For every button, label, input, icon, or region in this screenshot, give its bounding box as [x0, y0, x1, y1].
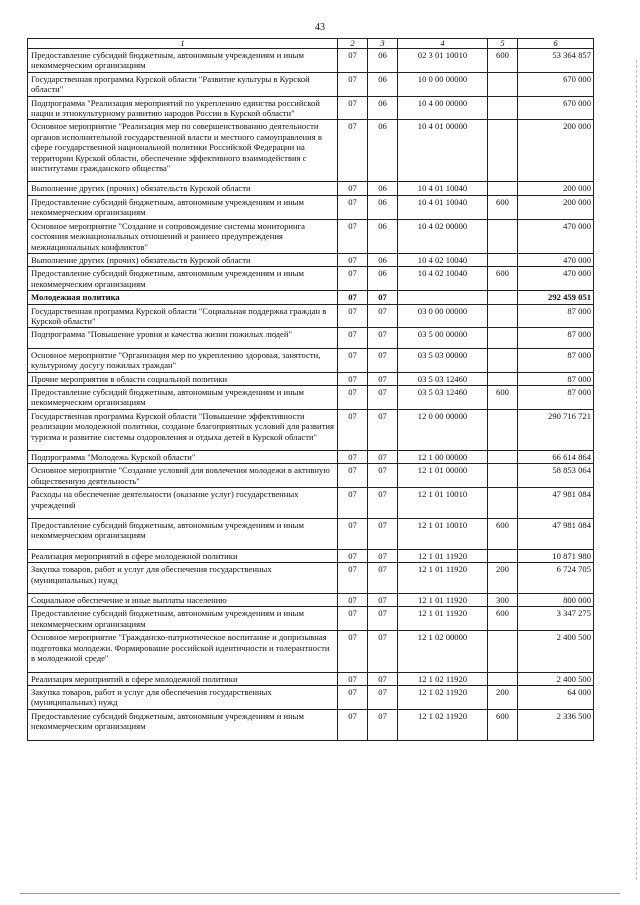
row-expense-type-cell: [488, 219, 518, 253]
row-name-cell: Предоставление субсидий бюджетным, автономным учреждениям и иным некоммерческим организациям: [28, 195, 338, 219]
row-target-article-cell: 03 5 00 00000: [398, 328, 488, 348]
row-section-cell: 07: [338, 488, 368, 519]
row-amount-cell: 2 400 500: [518, 672, 594, 685]
row-amount-cell: 66 614 864: [518, 451, 594, 464]
row-target-article-cell: 12 1 01 11920: [398, 549, 488, 562]
table-row: [28, 594, 594, 607]
row-name-cell: Закупка товаров, работ и услуг для обеспечения государственных (муниципальных) нужд: [28, 685, 338, 709]
row-subsection-cell: 07: [368, 385, 398, 409]
row-amount-cell: 290 716 721: [518, 409, 594, 450]
row-expense-type-cell: [488, 348, 518, 372]
table-row: [28, 195, 594, 219]
row-subsection-cell: 06: [368, 49, 398, 73]
row-section-cell: 07: [338, 409, 368, 450]
row-section-cell: 07: [338, 267, 368, 291]
row-amount-cell: 87 000: [518, 372, 594, 385]
table-row: [28, 328, 594, 348]
row-subsection-cell: 06: [368, 219, 398, 253]
row-name-cell: Предоставление субсидий бюджетным, автономным учреждениям и иным некоммерческим организациям: [28, 607, 338, 631]
row-expense-type-cell: [488, 253, 518, 266]
row-subsection-cell: 07: [368, 304, 398, 328]
table-row: [28, 72, 594, 96]
row-section-cell: 07: [338, 631, 368, 672]
row-section-cell: 07: [338, 372, 368, 385]
row-subsection-cell: 07: [368, 563, 398, 594]
row-name-cell: Подпрограмма "Реализация мероприятий по укреплению единства российской нации и этнокультурному развитию народов России в Курской области": [28, 96, 338, 120]
row-section-cell: 07: [338, 72, 368, 96]
row-amount-cell: 292 459 051: [518, 291, 594, 304]
row-expense-type-cell: [488, 120, 518, 182]
row-name-cell: Основное мероприятие "Организация мер по укреплению здоровья, занятости, культурному досугу пожилых граждан": [28, 348, 338, 372]
row-name-cell: Основное мероприятие "Создание условий для вовлечения молодежи в активную общественную деятельность": [28, 464, 338, 488]
row-amount-cell: 87 000: [518, 385, 594, 409]
table-row: [28, 464, 594, 488]
row-section-cell: 07: [338, 96, 368, 120]
row-name-cell: Подпрограмма "Молодежь Курской области": [28, 451, 338, 464]
row-target-article-cell: 12 1 01 00000: [398, 464, 488, 488]
row-subsection-cell: 07: [368, 631, 398, 672]
row-amount-cell: 200 000: [518, 120, 594, 182]
row-subsection-cell: 06: [368, 253, 398, 266]
row-name-cell: Реализация мероприятий в сфере молодежной политики: [28, 672, 338, 685]
row-name-cell: Выполнение других (прочих) обязательств Курской области: [28, 182, 338, 195]
row-name-cell: Выполнение других (прочих) обязательств Курской области: [28, 253, 338, 266]
row-name-cell: Основное мероприятие "Гражданско-патриотическое воспитание и допризывная подготовка молодежи. Формирование российской идентичности и толерантности в молодежной среде": [28, 631, 338, 672]
row-subsection-cell: 07: [368, 607, 398, 631]
row-section-cell: 07: [338, 328, 368, 348]
row-subsection-cell: 06: [368, 96, 398, 120]
row-amount-cell: 47 981 084: [518, 519, 594, 550]
row-section-cell: 07: [338, 49, 368, 73]
row-subsection-cell: 07: [368, 451, 398, 464]
row-subsection-cell: 07: [368, 328, 398, 348]
table-row: [28, 182, 594, 195]
row-target-article-cell: 12 1 01 11920: [398, 594, 488, 607]
row-expense-type-cell: [488, 672, 518, 685]
table-row: [28, 219, 594, 253]
row-subsection-cell: 07: [368, 291, 398, 304]
row-amount-cell: 58 853 064: [518, 464, 594, 488]
row-name-cell: Реализация мероприятий в сфере молодежной политики: [28, 549, 338, 562]
row-amount-cell: 53 364 857: [518, 49, 594, 73]
row-subsection-cell: 06: [368, 120, 398, 182]
row-expense-type-cell: 600: [488, 267, 518, 291]
row-amount-cell: 670 000: [518, 72, 594, 96]
row-target-article-cell: 03 5 03 00000: [398, 348, 488, 372]
row-subsection-cell: 07: [368, 594, 398, 607]
row-expense-type-cell: 200: [488, 685, 518, 709]
row-section-cell: 07: [338, 304, 368, 328]
row-amount-cell: 800 000: [518, 594, 594, 607]
row-expense-type-cell: [488, 409, 518, 450]
row-section-cell: 07: [338, 451, 368, 464]
row-subsection-cell: 07: [368, 372, 398, 385]
header-cell: 5: [488, 39, 518, 49]
table-row: [28, 253, 594, 266]
row-name-cell: Молодежная политика: [28, 291, 338, 304]
row-subsection-cell: 07: [368, 348, 398, 372]
row-target-article-cell: 10 4 02 00000: [398, 219, 488, 253]
row-target-article-cell: 03 0 00 00000: [398, 304, 488, 328]
row-section-cell: 07: [338, 464, 368, 488]
row-section-cell: 07: [338, 519, 368, 550]
row-target-article-cell: 10 4 01 10040: [398, 182, 488, 195]
table-row: [28, 563, 594, 594]
row-section-cell: 07: [338, 672, 368, 685]
row-amount-cell: 670 000: [518, 96, 594, 120]
row-section-cell: 07: [338, 563, 368, 594]
row-section-cell: 07: [338, 182, 368, 195]
row-target-article-cell: 10 4 00 00000: [398, 96, 488, 120]
row-subsection-cell: 07: [368, 685, 398, 709]
page-bottom-rule: [20, 893, 620, 894]
row-target-article-cell: 12 1 00 00000: [398, 451, 488, 464]
row-name-cell: Государственная программа Курской области "Развитие культуры в Курской области": [28, 72, 338, 96]
row-target-article-cell: 03 5 03 12460: [398, 385, 488, 409]
row-expense-type-cell: [488, 291, 518, 304]
row-target-article-cell: 12 1 01 11920: [398, 563, 488, 594]
row-amount-cell: 470 000: [518, 219, 594, 253]
table-row: [28, 451, 594, 464]
row-section-cell: 07: [338, 195, 368, 219]
row-name-cell: Основное мероприятие "Создание и сопровождение системы мониторинга состояния межнациональных отношений и раннего предупреждения межнациональных конфликтов": [28, 219, 338, 253]
row-expense-type-cell: 600: [488, 709, 518, 740]
row-subsection-cell: 07: [368, 672, 398, 685]
row-section-cell: 07: [338, 709, 368, 740]
row-expense-type-cell: [488, 631, 518, 672]
row-expense-type-cell: 600: [488, 519, 518, 550]
row-amount-cell: 87 000: [518, 304, 594, 328]
row-expense-type-cell: 600: [488, 49, 518, 73]
row-expense-type-cell: 200: [488, 563, 518, 594]
row-expense-type-cell: [488, 328, 518, 348]
table-row: [28, 709, 594, 740]
row-amount-cell: 47 981 084: [518, 488, 594, 519]
row-expense-type-cell: 600: [488, 385, 518, 409]
table-row: [28, 607, 594, 631]
row-section-cell: 07: [338, 348, 368, 372]
row-subsection-cell: 07: [368, 488, 398, 519]
row-subsection-cell: 06: [368, 72, 398, 96]
row-amount-cell: 87 000: [518, 348, 594, 372]
row-amount-cell: 470 000: [518, 253, 594, 266]
row-amount-cell: 64 000: [518, 685, 594, 709]
header-cell: 3: [368, 39, 398, 49]
row-amount-cell: 10 871 980: [518, 549, 594, 562]
page-number: 43: [315, 22, 325, 33]
row-subsection-cell: 07: [368, 409, 398, 450]
row-target-article-cell: 10 4 02 10040: [398, 267, 488, 291]
row-section-cell: 07: [338, 685, 368, 709]
row-amount-cell: 2 400 500: [518, 631, 594, 672]
row-target-article-cell: 12 1 01 10010: [398, 519, 488, 550]
row-expense-type-cell: [488, 304, 518, 328]
row-section-cell: 07: [338, 607, 368, 631]
table-row: [28, 519, 594, 550]
row-expense-type-cell: 300: [488, 594, 518, 607]
table-row: [28, 372, 594, 385]
table-row: [28, 385, 594, 409]
header-cell: 1: [28, 39, 338, 49]
row-target-article-cell: [398, 291, 488, 304]
row-amount-cell: 87 000: [518, 328, 594, 348]
row-section-cell: 07: [338, 253, 368, 266]
row-target-article-cell: 10 4 01 10040: [398, 195, 488, 219]
row-name-cell: Предоставление субсидий бюджетным, автономным учреждениям и иным некоммерческим организациям: [28, 267, 338, 291]
row-section-cell: 07: [338, 291, 368, 304]
row-name-cell: Государственная программа Курской области "Повышение эффективности реализации молодежной политики, создание благоприятных условий для развития туризма и развитие системы оздоровления и отдыха детей в Курской области": [28, 409, 338, 450]
header-cell: 4: [398, 39, 488, 49]
row-subsection-cell: 07: [368, 549, 398, 562]
row-expense-type-cell: [488, 372, 518, 385]
row-expense-type-cell: [488, 96, 518, 120]
table-row: [28, 549, 594, 562]
row-expense-type-cell: [488, 549, 518, 562]
table-row: [28, 304, 594, 328]
row-amount-cell: 3 347 275: [518, 607, 594, 631]
row-name-cell: Предоставление субсидий бюджетным, автономным учреждениям и иным некоммерческим организациям: [28, 49, 338, 73]
row-target-article-cell: 10 0 00 00000: [398, 72, 488, 96]
row-subsection-cell: 07: [368, 519, 398, 550]
row-expense-type-cell: 600: [488, 607, 518, 631]
header-cell: 2: [338, 39, 368, 49]
row-section-cell: 07: [338, 219, 368, 253]
row-section-cell: 07: [338, 385, 368, 409]
row-section-cell: 07: [338, 549, 368, 562]
row-expense-type-cell: [488, 488, 518, 519]
row-target-article-cell: 12 1 01 10010: [398, 488, 488, 519]
row-subsection-cell: 07: [368, 464, 398, 488]
scan-edge-mark: [636, 60, 640, 880]
row-target-article-cell: 10 4 01 00000: [398, 120, 488, 182]
row-amount-cell: 2 336 500: [518, 709, 594, 740]
table-row: [28, 267, 594, 291]
row-name-cell: Предоставление субсидий бюджетным, автономным учреждениям и иным некоммерческим организациям: [28, 709, 338, 740]
row-target-article-cell: 12 1 02 11920: [398, 685, 488, 709]
row-amount-cell: 200 000: [518, 195, 594, 219]
row-name-cell: Прочие мероприятия в области социальной политики: [28, 372, 338, 385]
table-header-row: [28, 39, 594, 49]
table-row: [28, 120, 594, 182]
row-target-article-cell: 12 1 02 00000: [398, 631, 488, 672]
row-name-cell: Расходы на обеспечение деятельности (оказание услуг) государственных учреждений: [28, 488, 338, 519]
row-expense-type-cell: [488, 72, 518, 96]
budget-table: [27, 38, 594, 741]
row-amount-cell: 470 000: [518, 267, 594, 291]
row-name-cell: Предоставление субсидий бюджетным, автономным учреждениям и иным некоммерческим организациям: [28, 519, 338, 550]
row-name-cell: Подпрограмма "Повышение уровня и качества жизни пожилых людей": [28, 328, 338, 348]
row-expense-type-cell: [488, 451, 518, 464]
row-name-cell: Социальное обеспечение и иные выплаты населению: [28, 594, 338, 607]
row-target-article-cell: 12 1 02 11920: [398, 672, 488, 685]
table-row: [28, 631, 594, 672]
table-row: [28, 488, 594, 519]
row-name-cell: Основное мероприятие "Реализация мер по совершенствованию деятельности органов исполнительной государственной власти и местного самоуправления в сфере государственной национальной политики Российской Федерации на территории Курской области, обеспечение эффективного взаимодействия с институтами гражданского общества": [28, 120, 338, 182]
row-target-article-cell: 10 4 02 10040: [398, 253, 488, 266]
table-row: [28, 685, 594, 709]
row-target-article-cell: 12 1 02 11920: [398, 709, 488, 740]
table-row: [28, 49, 594, 73]
row-section-cell: 07: [338, 120, 368, 182]
row-expense-type-cell: [488, 182, 518, 195]
table-row: [28, 291, 594, 304]
row-target-article-cell: 03 5 03 12460: [398, 372, 488, 385]
row-target-article-cell: 12 0 00 00000: [398, 409, 488, 450]
row-subsection-cell: 07: [368, 709, 398, 740]
row-name-cell: Закупка товаров, работ и услуг для обеспечения государственных (муниципальных) нужд: [28, 563, 338, 594]
row-name-cell: Государственная программа Курской области "Социальная поддержка граждан в Курской области": [28, 304, 338, 328]
row-amount-cell: 200 000: [518, 182, 594, 195]
row-target-article-cell: 12 1 01 11920: [398, 607, 488, 631]
row-expense-type-cell: 600: [488, 195, 518, 219]
row-expense-type-cell: [488, 464, 518, 488]
row-subsection-cell: 06: [368, 182, 398, 195]
row-amount-cell: 6 724 705: [518, 563, 594, 594]
row-target-article-cell: 02 3 01 10010: [398, 49, 488, 73]
table-row: [28, 96, 594, 120]
table-row: [28, 672, 594, 685]
row-subsection-cell: 06: [368, 195, 398, 219]
header-cell: 6: [518, 39, 594, 49]
table-row: [28, 409, 594, 450]
row-subsection-cell: 06: [368, 267, 398, 291]
row-name-cell: Предоставление субсидий бюджетным, автономным учреждениям и иным некоммерческим организациям: [28, 385, 338, 409]
row-section-cell: 07: [338, 594, 368, 607]
table-row: [28, 348, 594, 372]
